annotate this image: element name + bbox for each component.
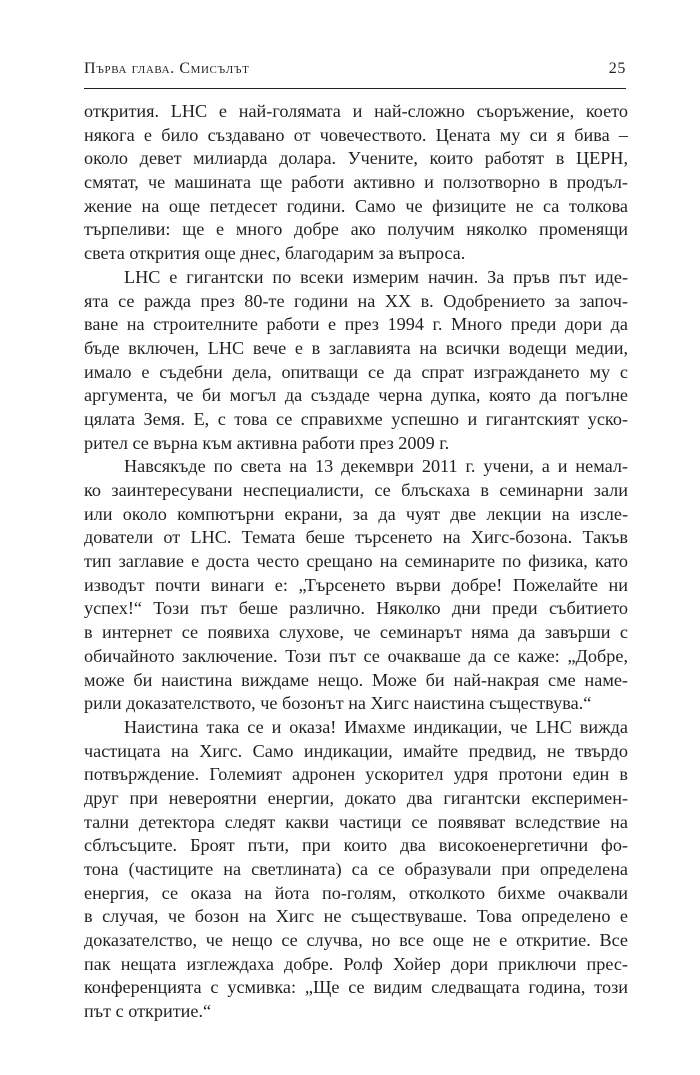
text-line: друг при невероятни енергии, докато два гигантски експеримен- (84, 787, 628, 808)
text-line: изводът почти винаги е: „Търсенето върви добре! Пожелайте ни (84, 574, 628, 595)
text-line: смятат, че машината ще работи активно и ползотворно в продъл- (84, 172, 628, 193)
text-line: света открития още днес, благодарим за въпроса. (84, 243, 466, 264)
paragraph (84, 455, 628, 716)
paragraph (84, 716, 628, 1024)
text-line: рител се върна към активна работи през 2009 г. (84, 432, 450, 453)
running-head (84, 60, 626, 86)
text-line: в интернет се появиха слухове, че семинарът няма да завърши с (84, 622, 628, 643)
text-line: Навсякъде по света на 13 декември 2011 г. учени, а и немал- (124, 456, 628, 477)
text-line: рили доказателството, че бозонът на Хигс наистина съществува.“ (84, 693, 592, 714)
text-line: аргумента, че би могъл да създаде черна дупка, която да погълне (84, 385, 628, 406)
body-text (84, 100, 628, 1024)
paragraph (84, 100, 628, 266)
text-line: LHC е гигантски по всеки измерим начин. За пръв път иде- (124, 266, 628, 287)
text-line: ване на строителните работи е през 1994 г. Много преди дори да (84, 314, 628, 335)
text-line: успех!“ Този път беше различно. Няколко дни преди събитието (84, 598, 628, 619)
text-line: дователи от LHC. Темата беше търсенето на Хигс-бозона. Такъв (84, 527, 628, 548)
text-line: тона (частиците на светлината) са се образували при определена (84, 859, 628, 879)
text-line: в случая, че бозон на Хигс не съществуваше. Това определено е (84, 906, 628, 927)
text-line: тип заглавие е доста често срещано на семинарите по физика, като (84, 551, 628, 572)
text-line: цялата Земя. Е, с това се справихме успешно и гигантският уско- (84, 408, 628, 429)
page-number: 25 (608, 60, 626, 77)
text-line: или около компютърни екрани, за да чуят две лекции на изсле- (84, 503, 628, 524)
text-line: имало е съдебни дела, опитващи се да спрат изграждането му с (84, 361, 628, 382)
text-line: ко заинтересувани неспециалисти, се блъскаха в семинарни зали (84, 480, 628, 500)
text-line: енергия, се оказа на йота по-голям, отколкото бихме очаквали (84, 882, 628, 903)
text-line: Наистина така се и оказа! Имахме индикации, че LHC вижда (124, 716, 628, 737)
text-line: може би наистина виждаме нещо. Може би най-накрая сме наме- (84, 669, 628, 690)
text-line: конференцията с усмивка: „Ще се видим следващата година, този (84, 977, 628, 998)
text-line: някога е било създавано от човечеството. Цената му си я бива – (84, 124, 628, 145)
text-line: търпеливи: ще е много добре ако получим няколко променящи (84, 219, 628, 240)
text-line: сблъсъците. Броят пъти, при които два високоенергетични фо- (84, 835, 628, 856)
header-rule (84, 88, 626, 89)
text-line: тални детектора следят какви частици се появяват вследствие на (84, 811, 628, 832)
text-line: пак нещата изглеждаха добре. Ролф Хойер дори приключи прес- (84, 953, 628, 974)
text-line: бъде включен, LHC вече е в заглавията на всички водещи медии, (84, 337, 628, 358)
text-line: ята се ражда през 80-те години на XX в. Одобрението за започ- (84, 290, 628, 311)
text-line: път с откритие.“ (84, 1001, 212, 1022)
chapter-title: Първа глава. Смисълът (84, 60, 250, 77)
text-line: частицата на Хигс. Само индикации, имайте предвид, не твърдо (84, 740, 628, 761)
text-line: доказателство, че нещо се случва, но все още не е откритие. Все (84, 930, 628, 951)
text-line: жение на още петдесет години. Само че физиците не са толкова (84, 195, 628, 216)
text-line: открития. LHC е най-голямата и най-сложно съоръжение, което (84, 101, 628, 121)
text-line: обичайното заключение. Този път се очакваше да се каже: „Добре, (84, 645, 628, 666)
text-line: около девет милиарда долара. Учените, които работят в ЦЕРН, (84, 148, 628, 169)
text-line: потвърждение. Големият адронен ускорител удря протони един в (84, 764, 628, 785)
paragraph (84, 266, 628, 456)
